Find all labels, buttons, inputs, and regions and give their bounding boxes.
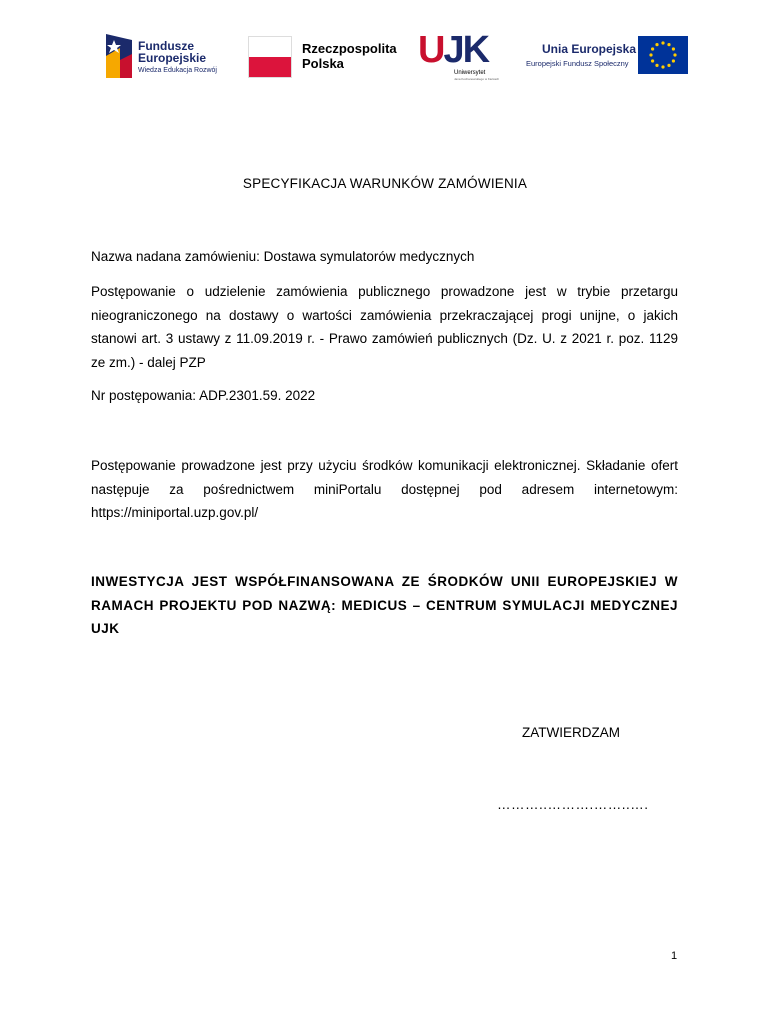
ujk-sub: Uniwersytet [454, 70, 486, 76]
funding-statement: INWESTYCJA JEST WSPÓŁFINANSOWANA ZE ŚRODKÓW UNII EUROPEJSKIEJ W RAMACH PROJEKTU POD NAZWĄ: MEDICUS – CENTRUM SYMULACJI MEDYCZNEJ UJK [91, 574, 678, 636]
ujk-sub2: Jana Kochanowskiego w Kielcach [454, 77, 500, 81]
rp-line1: Rzeczpospolita [302, 41, 397, 56]
logo-bar [100, 30, 690, 86]
fe-line2: Europejskie [138, 51, 207, 65]
fundusze-europejskie-icon [106, 34, 132, 78]
rzeczpospolita-polska-logo [248, 32, 397, 82]
approval-label: ZATWIERDZAM [522, 725, 620, 740]
fe-line3: Wiedza Edukacja Rozwój [138, 67, 217, 74]
signature-line: ………..……….……..…. [497, 797, 649, 812]
ujk-logo [418, 30, 498, 86]
fe-line1: Fundusze [138, 39, 194, 53]
order-name: Nazwa nadana zamówieniu: Dostawa symulatorów medycznych [91, 249, 475, 264]
ue-line1: Unia Europejska [542, 42, 637, 56]
ujk-mark: UJK [418, 29, 489, 71]
electronic-communication: Postępowanie prowadzone jest przy użyciu środków komunikacji elektronicznej. Składanie ofert następuje za pośrednictwem miniPortalu dostępnej pod adresem internetowym: https://miniportal.uzp.gov.pl/ [91, 458, 678, 520]
page-number: 1 [671, 950, 678, 962]
document-title: SPECYFIKACJA WARUNKÓW ZAMÓWIENIA [242, 176, 528, 191]
ue-line2: Europejski Fundusz Społeczny [526, 59, 629, 68]
procedure-description: Postępowanie o udzielenie zamówienia publicznego prowadzone jest w trybie przetargu nieograniczonego na dostawy o wartości zamówienia przekraczającej progi unijne, o jakich stanowi art. 3 ustawy z 11.09.2019 r. - Prawo zamówień publicznych (Dz. U. z 2021 r. poz. 1129 ze zm.) - dalej PZP [91, 284, 678, 370]
unia-europejska-logo [526, 36, 691, 78]
eu-flag-icon [638, 36, 688, 74]
case-number: Nr postępowania: ADP.2301.59. 2022 [91, 388, 316, 403]
fundusze-europejskie-logo [106, 34, 226, 84]
rp-line2: Polska [302, 56, 344, 71]
polish-flag-icon [248, 36, 292, 78]
